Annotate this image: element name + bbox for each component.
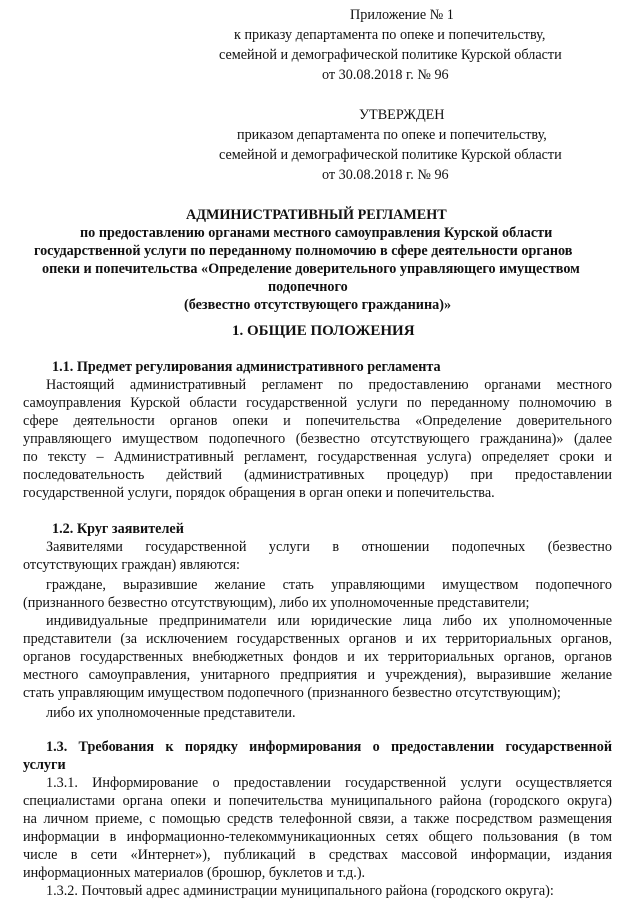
approved-line-4: от 30.08.2018 г. № 96: [322, 167, 449, 183]
paragraph-line: самоуправления Курской области государственной услуги по переданному полномочию в: [23, 395, 612, 411]
paragraph-line: государственной услуги, порядок обращения в орган опеки и попечительства.: [23, 485, 495, 501]
appendix-line-1: Приложение № 1: [350, 7, 454, 23]
title-line-2: по предоставлению органами местного самоуправления Курской области: [80, 225, 553, 241]
paragraph-line: Настоящий административный регламент по предоставлению органами местного: [46, 377, 612, 393]
paragraph-line: местного самоуправления, унитарного предприятия и учреждения), выразившие желание: [23, 667, 612, 683]
paragraph-line: по тексту – Административный регламент, государственная услуга) определяет сроки и: [23, 449, 612, 465]
paragraph-line: информационных материалов (брошюр, буклетов и т.д.).: [23, 865, 366, 881]
paragraph-line: (признанного безвестно отсутствующим), либо их уполномоченные представители;: [23, 595, 530, 611]
paragraph-line: отсутствующих граждан) являются:: [23, 557, 241, 573]
appendix-line-3: семейной и демографической политике Курской области: [219, 47, 562, 63]
subsection-heading-1-3-cont: услуги: [23, 757, 66, 773]
paragraph-line: представители (за исключением государственных органов и их территориальных органов,: [23, 631, 612, 647]
paragraph-line: органов государственных внебюджетных фондов и их территориальных органов, органов: [23, 649, 612, 665]
paragraph-line: управляющего имуществом подопечного (безвестно отсутствующего гражданина)» (далее: [23, 431, 612, 447]
paragraph-line: на личном приеме, с помощью средств телефонной связи, а также посредством размещения: [23, 811, 612, 827]
paragraph-line: 1.3.2. Почтовый адрес администрации муниципального района (городского округа):: [46, 883, 554, 899]
paragraph-line: стать управляющим имуществом подопечного (признанного безвестно отсутствующим);: [23, 685, 561, 701]
paragraph-line: граждане, выразившие желание стать управляющими имуществом подопечного: [46, 577, 612, 593]
title-line-6: (безвестно отсутствующего гражданина)»: [184, 297, 452, 313]
document-title: АДМИНИСТРАТИВНЫЙ РЕГЛАМЕНТ: [186, 207, 447, 223]
paragraph-line: числе в сети «Интернет»), публикаций в средствах массовой информации, издания: [23, 847, 612, 863]
paragraph-line: Заявителями государственной услуги в отношении подопечных (безвестно: [46, 539, 612, 555]
subsection-heading-1-1: 1.1. Предмет регулирования административного регламента: [52, 359, 441, 375]
approved-line-1: УТВЕРЖДЕН: [359, 107, 445, 123]
approved-line-2: приказом департамента по опеке и попечительству,: [237, 127, 547, 143]
approved-line-3: семейной и демографической политике Курской области: [219, 147, 562, 163]
title-line-5: подопечного: [268, 279, 348, 295]
paragraph-line: последовательность действий (административных процедур) при предоставлении: [23, 467, 612, 483]
appendix-line-4: от 30.08.2018 г. № 96: [322, 67, 449, 83]
title-line-3: государственной услуги по переданному полномочию в сфере деятельности органов: [34, 243, 573, 259]
paragraph-line: индивидуальные предприниматели или юридические лица либо их уполномоченные: [46, 613, 612, 629]
paragraph-line: 1.3.1. Информирование о предоставлении государственной услуги осуществляется: [46, 775, 612, 791]
subsection-heading-1-2: 1.2. Круг заявителей: [52, 521, 184, 537]
appendix-line-2: к приказу департамента по опеке и попечительству,: [234, 27, 546, 43]
section-heading: 1. ОБЩИЕ ПОЛОЖЕНИЯ: [232, 323, 415, 339]
paragraph-line: либо их уполномоченные представители.: [46, 705, 296, 721]
paragraph-line: информации в информационно-телекоммуникационных сетях общего пользования (в том: [23, 829, 612, 845]
paragraph-line: специалистами органа опеки и попечительства муниципального района (городского округа): [23, 793, 612, 809]
title-line-4: опеки и попечительства «Определение доверительного управляющего имуществом: [42, 261, 580, 277]
paragraph-line: сфере деятельности органов опеки и попечительства «Определение доверительного: [23, 413, 612, 429]
subsection-heading-1-3: 1.3. Требования к порядку информирования о предоставлении государственной: [46, 739, 612, 755]
